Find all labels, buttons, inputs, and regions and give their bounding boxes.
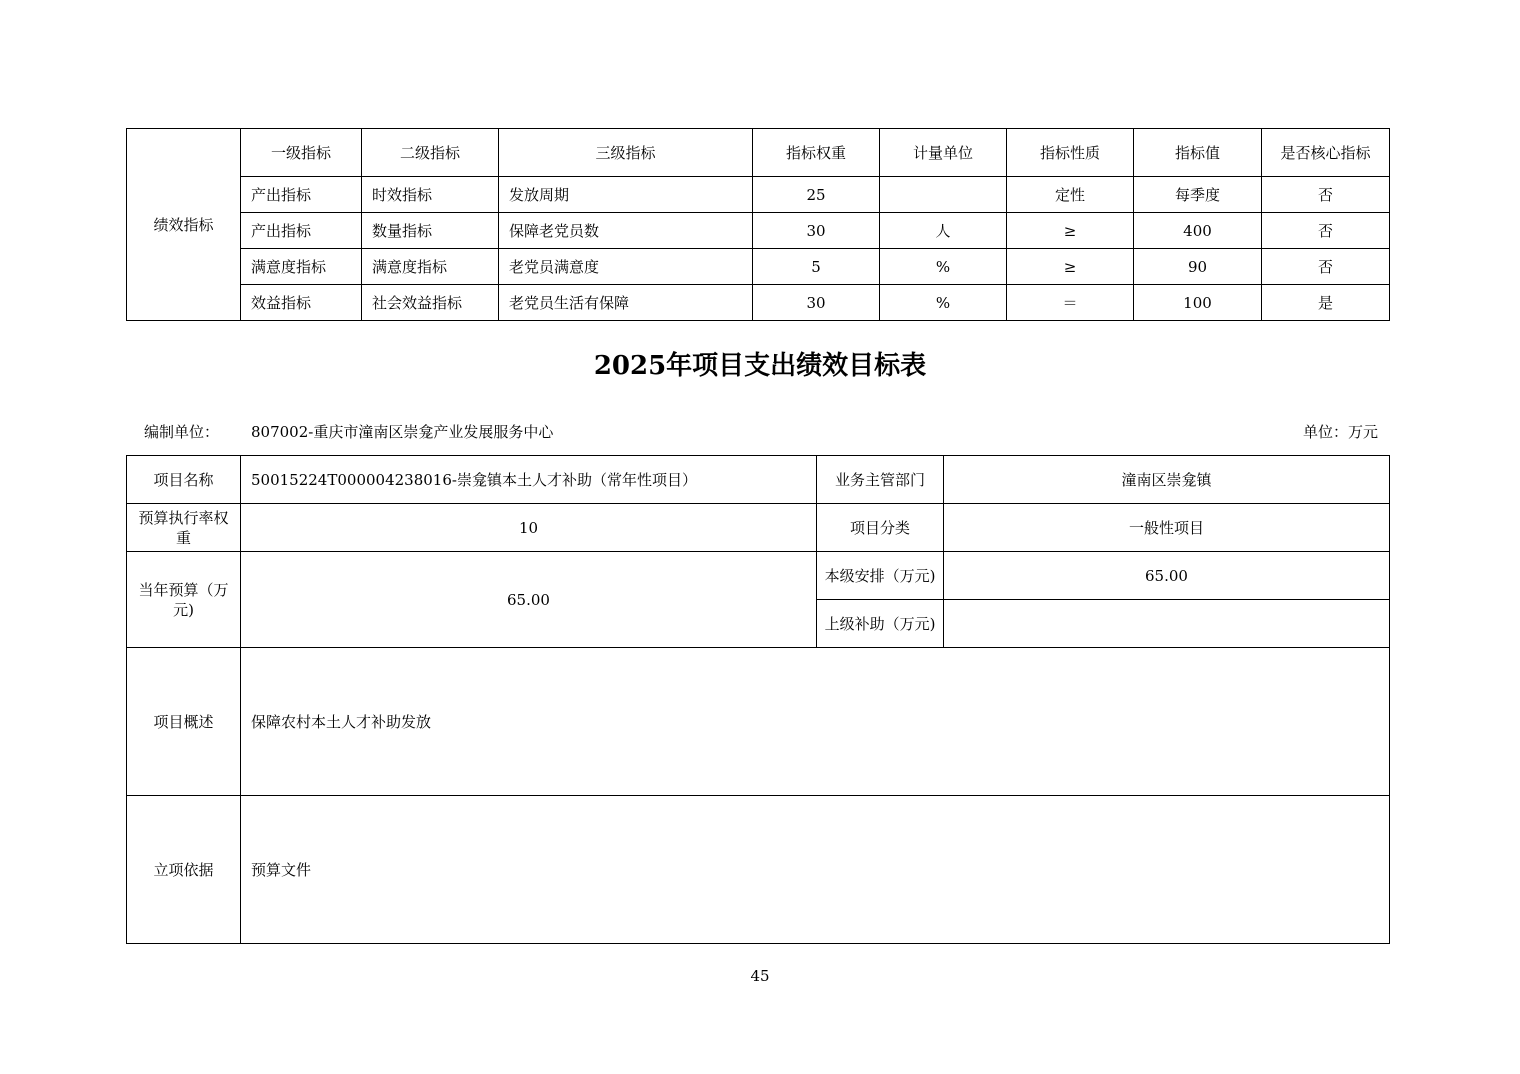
cell-level2: 社会效益指标: [362, 285, 499, 321]
page-number: 45: [750, 967, 770, 985]
cell-value: 400: [1134, 213, 1262, 249]
cell-value: 100: [1134, 285, 1262, 321]
cell-nature: ＝: [1007, 285, 1134, 321]
table-row: [127, 249, 1390, 285]
cell-nature: 定性: [1007, 177, 1134, 213]
cell-core: 是: [1262, 285, 1390, 321]
table-header-row: [127, 129, 1390, 177]
cell-core: 否: [1262, 249, 1390, 285]
budget-label: 当年预算（万元): [127, 552, 241, 648]
cell-nature: ≥: [1007, 213, 1134, 249]
cell-weight: 30: [753, 285, 880, 321]
local-allocation-value: 65.00: [944, 552, 1390, 600]
section-label: 绩效指标: [127, 129, 241, 321]
cell-level2: 数量指标: [362, 213, 499, 249]
department-label: 业务主管部门: [817, 456, 944, 504]
cell-unit: 人: [880, 213, 1007, 249]
project-info-table: [126, 455, 1390, 944]
table-row: [127, 285, 1390, 321]
cell-core: 否: [1262, 177, 1390, 213]
cell-value: 每季度: [1134, 177, 1262, 213]
exec-weight-label: 预算执行率权重: [127, 504, 241, 552]
header-level3: 三级指标: [499, 129, 753, 177]
header-value: 指标值: [1134, 129, 1262, 177]
overview-label: 项目概述: [127, 648, 241, 796]
cell-level1: 产出指标: [241, 177, 362, 213]
cell-level1: 产出指标: [241, 213, 362, 249]
cell-unit: %: [880, 249, 1007, 285]
table-row: [127, 648, 1390, 796]
cell-value: 90: [1134, 249, 1262, 285]
cell-level3: 保障老党员数: [499, 213, 753, 249]
page-title: 2025年项目支出绩效目标表: [593, 351, 927, 381]
cell-level2: 时效指标: [362, 177, 499, 213]
budget-value: 65.00: [241, 552, 817, 648]
project-name-value: 50015224T000004238016-崇龛镇本土人才补助（常年性项目）: [241, 456, 817, 504]
local-allocation-label: 本级安排（万元): [817, 552, 944, 600]
currency-unit: 单位：万元: [1302, 423, 1378, 441]
cell-unit: [880, 177, 1007, 213]
cell-weight: 30: [753, 213, 880, 249]
table-row: [127, 213, 1390, 249]
compiling-unit-value: 807002-重庆市潼南区崇龛产业发展服务中心: [251, 423, 554, 441]
basis-label: 立项依据: [127, 796, 241, 944]
header-unit: 计量单位: [880, 129, 1007, 177]
category-label: 项目分类: [817, 504, 944, 552]
table-row: [127, 552, 1390, 600]
cell-weight: 5: [753, 249, 880, 285]
superior-subsidy-value: [944, 600, 1390, 648]
basis-value: 预算文件: [241, 796, 1390, 944]
cell-unit: %: [880, 285, 1007, 321]
cell-core: 否: [1262, 213, 1390, 249]
header-nature: 指标性质: [1007, 129, 1134, 177]
table-row: [127, 796, 1390, 944]
cell-level2: 满意度指标: [362, 249, 499, 285]
compiling-unit-label: 编制单位：: [144, 423, 220, 441]
header-weight: 指标权重: [753, 129, 880, 177]
cell-level3: 老党员生活有保障: [499, 285, 753, 321]
cell-level1: 满意度指标: [241, 249, 362, 285]
cell-level1: 效益指标: [241, 285, 362, 321]
header-core: 是否核心指标: [1262, 129, 1390, 177]
superior-subsidy-label: 上级补助（万元): [817, 600, 944, 648]
overview-value: 保障农村本土人才补助发放: [241, 648, 1390, 796]
project-name-label: 项目名称: [127, 456, 241, 504]
table-row: [127, 456, 1390, 504]
table-row: [127, 504, 1390, 552]
cell-weight: 25: [753, 177, 880, 213]
table-row: [127, 177, 1390, 213]
cell-level3: 发放周期: [499, 177, 753, 213]
category-value: 一般性项目: [944, 504, 1390, 552]
header-level1: 一级指标: [241, 129, 362, 177]
cell-nature: ≥: [1007, 249, 1134, 285]
header-level2: 二级指标: [362, 129, 499, 177]
cell-level3: 老党员满意度: [499, 249, 753, 285]
performance-indicator-table: [126, 128, 1390, 321]
exec-weight-value: 10: [241, 504, 817, 552]
department-value: 潼南区崇龛镇: [944, 456, 1390, 504]
